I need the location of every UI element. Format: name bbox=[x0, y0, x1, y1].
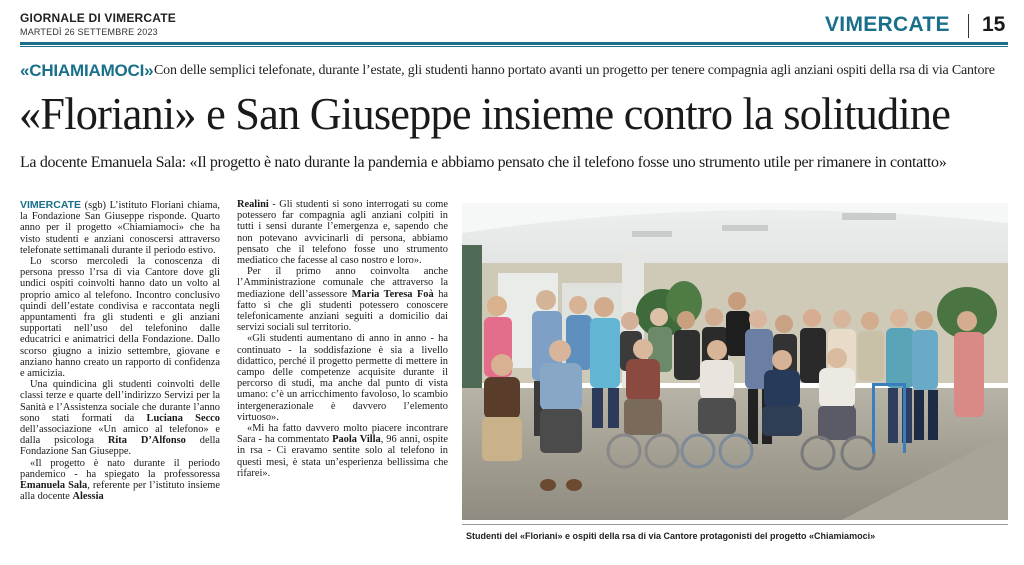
group-photo bbox=[462, 203, 1008, 520]
article-column-1 bbox=[20, 199, 220, 502]
paragraph: Lo scorso mercoledì la conoscenza di persona presso l’rsa di via Cantore dove gli undici ospiti coinvolti hanno dato un volto al proprio amico al telefono. Incontro conclusivo quindi dell’estate condivisa e raccontata negli appuntamenti fra gli studenti e gli anziani supportati nell’uso del telefonino dalle educatrici e animatrici della Fondazione. Dallo scorso giugno a inizio settembre, giovane e anziano hanno creato un rapporto di confidenza e amicizia. bbox=[20, 256, 220, 380]
byline: (sgb) bbox=[81, 200, 110, 211]
issue-date: MARTEDÌ 26 SETTEMBRE 2023 bbox=[20, 27, 158, 37]
caption-rule bbox=[462, 524, 1008, 525]
paragraph: «Il progetto è nato durante il periodo pandemico - ha spiegato la professoressa Emanuela Sala, referente per l’istituto insieme alla docente Alessia bbox=[20, 457, 221, 503]
page-number: 15 bbox=[982, 13, 1006, 36]
kicker-text: Con delle semplici telefonate, durante l’estate, gli studenti hanno portato avanti un progetto per tenere compagnia agli anziani ospiti della rsa di via Cantore bbox=[154, 63, 995, 78]
paragraph: Realini - Gli studenti si sono interrogati su come potessero far compagnia agli anziani colpiti in tutti i sensi durante l’emergenza e, sapendo che non potevano avvicinarli di persona, abbiamo pensato che il telefono fosse uno strumento mediatico che facesse al caso nostro e loro». bbox=[237, 199, 448, 267]
photo-caption: Studenti del «Floriani» e ospiti della rsa di via Cantore protagonisti del progetto «Chiamiamoci» bbox=[466, 531, 876, 541]
paragraph: Una quindicina gli studenti coinvolti delle classi terze e quarte dell’indirizzo Servizi per la Sanità e l’Assistenza sociale che durante l’anno sono stati formati da Luciana Secco dell’associazione «Un amico al telefono» e dalla psicologa Rita D’Alfonso della Fondazione San Giuseppe. bbox=[20, 379, 220, 458]
header-rule-thin bbox=[20, 46, 1008, 47]
section-title: VIMERCATE bbox=[825, 13, 950, 36]
header-divider bbox=[968, 14, 969, 38]
paragraph: Per il primo anno coinvolta anche l’Amministrazione comunale che attraverso la mediazione dell’assessore Maria Teresa Foà ha fatto sì che gli studenti potessero conoscere telefonicamente anziani seguiti a domicilio dai servizi sociali sul territorio. bbox=[237, 266, 449, 334]
headline: «Floriani» e San Giuseppe insieme contro la solitudine bbox=[19, 89, 951, 139]
article-column-2 bbox=[237, 199, 448, 479]
paragraph: «Mi ha fatto davvero molto piacere incontrare Sara - ha commentato Paola Villa, 96 anni, ospite in rsa - Ci eravamo sentite solo al telefono in questi mesi, è stata un’esperienza bellissima che rifarei». bbox=[237, 423, 448, 479]
kicker-tag: «CHIAMIAMOCI» bbox=[20, 61, 154, 80]
paragraph: «Gli studenti aumentano di anno in anno - ha continuato - la soddisfazione è sia a livello didattico, perché il progetto permette di mettere in campo delle competenze acquisite durante il percorso di studi, ma anche dal punto di vista umano: c’è un arricchimento favoloso, lo scambio intergenerazionale è davvero l’elemento virtuoso». bbox=[237, 333, 448, 423]
header-rule bbox=[20, 42, 1008, 45]
newspaper-name: GIORNALE DI VIMERCATE bbox=[20, 11, 176, 25]
paragraph: VIMERCATE (sgb) L’istituto Floriani chiama, la Fondazione San Giuseppe risponde. Quarto anno per il progetto «Chiamiamoci» che ha visto studenti e anziani conoscersi attraverso telefonate settimanali durante il periodo estivo. bbox=[20, 199, 220, 256]
subheadline: La docente Emanuela Sala: «Il progetto è nato durante la pandemia e abbiamo pensato che il telefono fosse uno strumento utile per rimanere in contatto» bbox=[20, 154, 947, 171]
dateline-place: VIMERCATE bbox=[20, 199, 82, 211]
